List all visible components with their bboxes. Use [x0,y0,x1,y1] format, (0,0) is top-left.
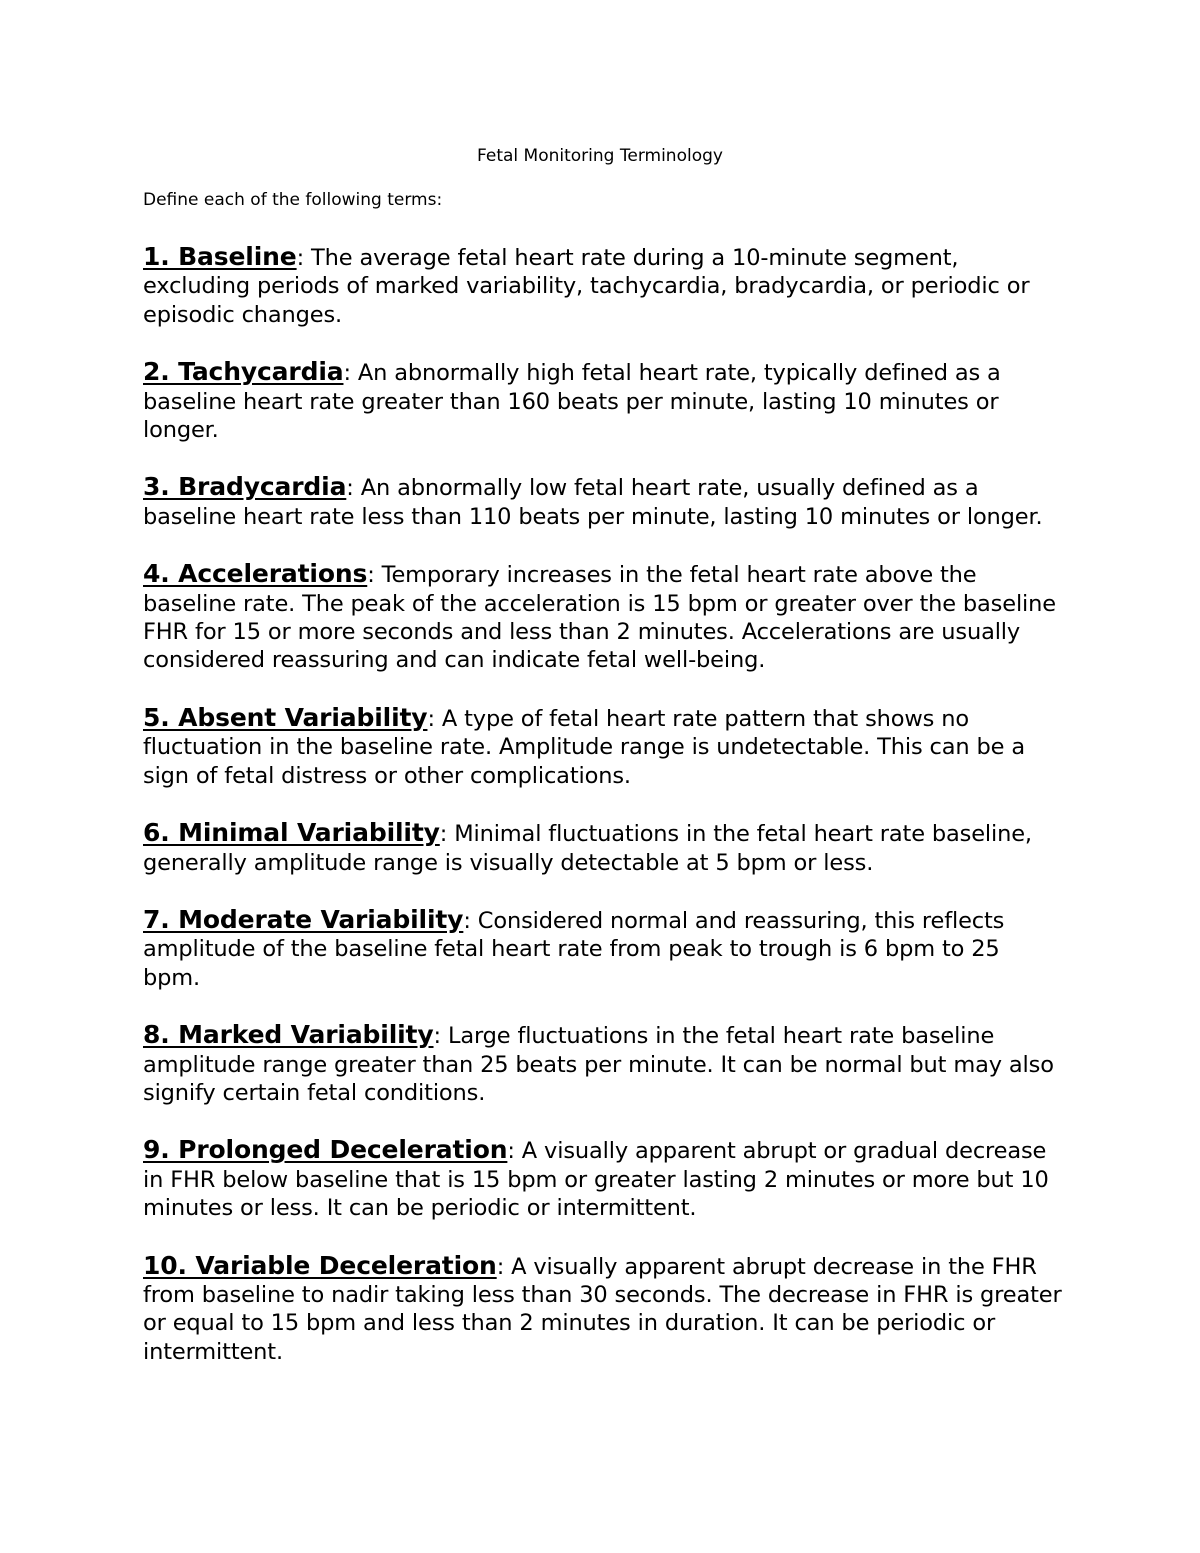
term-definition: : The average fetal heart rate during a 10-minute segment, excluding periods of marked variability, tachycardia, bradycardia, or periodic or episodic changes. [143,245,1030,328]
term-item [143,819,1063,877]
term-name: 4. Accelerations [143,559,368,589]
term-name: 7. Moderate Variability [143,904,464,934]
term-name: 1. Baseline [143,242,297,271]
term-definition: : A visually apparent abrupt or gradual decrease in FHR below baseline that is 15 bpm or greater lasting 2 minutes or more but 10 minutes or less. It can be periodic or intermittent. [143,1138,1049,1222]
term-item [143,358,1063,444]
term-item [143,704,1063,790]
term-definition: : An abnormally high fetal heart rate, typically defined as a baseline heart rate greater than 160 beats per minute, lasting 10 minutes or longer. [143,360,1001,444]
term-definition: : A visually apparent abrupt decrease in the FHR from baseline to nadir taking less than 30 seconds. The decrease in FHR is greater or equal to 15 bpm and less than 2 minutes in duration. It can be periodic or intermittent. [143,1253,1062,1365]
term-name: 5. Absent Variability [143,702,428,732]
term-item [143,560,1063,675]
document-title: Fetal Monitoring Terminology [477,146,723,166]
term-definition: : Minimal fluctuations in the fetal heart rate baseline, generally amplitude range is visually detectable at 5 bpm or less. [143,821,1032,876]
term-item [143,243,1063,329]
term-name: 3. Bradycardia [143,472,347,502]
term-definition: : Temporary increases in the fetal heart rate above the baseline rate. The peak of the acceleration is 15 bpm or greater over the baseline FHR for 15 or more seconds and less than 2 minutes. Accelerations are usually considered reassuring and can indicate fetal well-being. [143,562,1056,674]
term-item [143,1021,1063,1107]
term-definition: : Large fluctuations in the fetal heart rate baseline amplitude range greater than 25 beats per minute. It can be normal but may also signify certain fetal conditions. [143,1023,1054,1106]
term-name: 9. Prolonged Deceleration [143,1135,508,1165]
term-name: 8. Marked Variability [143,1020,434,1050]
term-item [143,906,1063,992]
term-item [143,473,1063,531]
term-item [143,1136,1063,1222]
term-definition: : Considered normal and reassuring, this reflects amplitude of the baseline fetal heart rate from peak to trough is 6 bpm to 25 bpm. [143,907,1005,991]
terms-list [143,243,1063,1395]
term-definition: : An abnormally low fetal heart rate, usually defined as a baseline heart rate less than 110 beats per minute, lasting 10 minutes or longer. [143,475,1043,530]
term-item [143,1252,1063,1367]
document-instructions: Define each of the following terms: [143,190,443,210]
term-name: 6. Minimal Variability [143,818,440,848]
term-definition: : A type of fetal heart rate pattern that shows no fluctuation in the baseline rate. Amplitude range is undetectable. This can be a sign of fetal distress or other complications. [143,705,1025,789]
term-name: 10. Variable Deceleration [143,1250,497,1280]
term-name: 2. Tachycardia [143,357,344,387]
